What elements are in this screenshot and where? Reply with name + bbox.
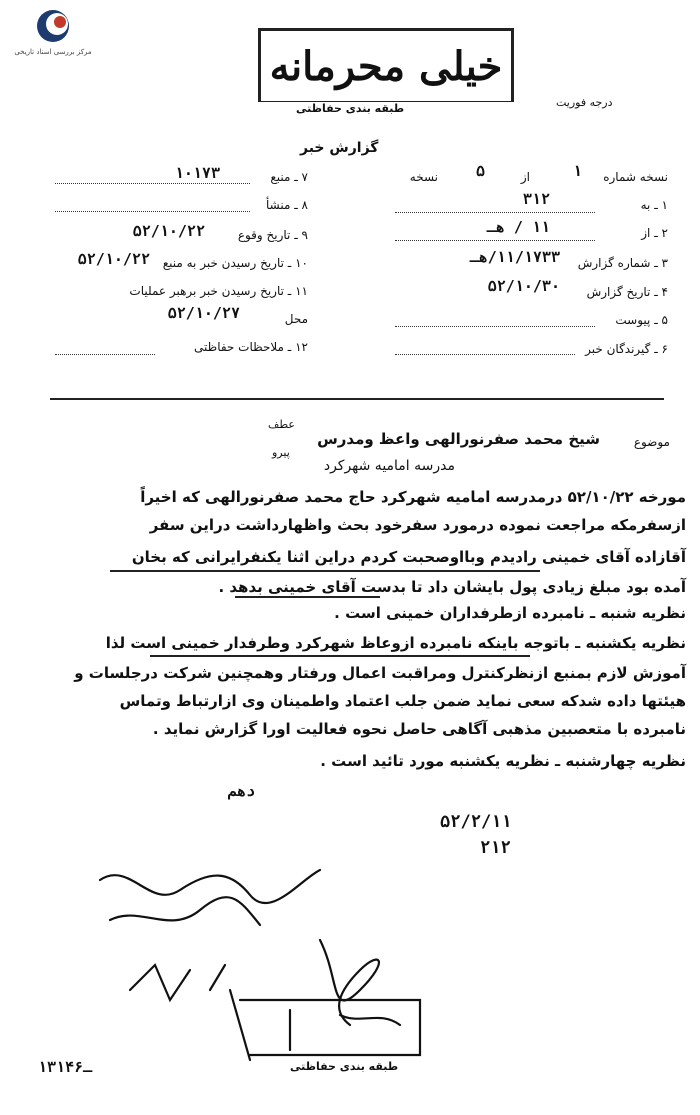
field-1-line [395, 212, 595, 213]
field-7-label: ۷ ـ منبع [270, 170, 308, 184]
copy-from-label: از [520, 170, 530, 184]
field-6-label: ۶ ـ گیرندگان خبر [585, 342, 668, 356]
field-7-line [55, 183, 250, 184]
copy-number-label: نسخه شماره [603, 170, 668, 184]
field-9-value: ۵۲/۱۰/۲۲ [132, 222, 205, 240]
field-11-label: ۱۱ ـ تاریخ رسیدن خبر برهبر عملیات [129, 284, 308, 298]
field-8-line [55, 211, 250, 212]
classification-label: طبقه بندی حفاظتی [296, 102, 405, 115]
body-line-1: مورخه ۵۲/۱۰/۲۲ درمدرسه امامیه شهرکرد حاج محمد صفرنورالهی که اخیراً [140, 488, 686, 506]
field-12-line [55, 354, 155, 355]
body-line-4: آمده بود مبلغ زیادی پول بایشان داد تا بدست آقای خمینی بدهد . [218, 578, 686, 596]
subject-insert-top: عطف [268, 418, 295, 431]
body-line-2: ازسفرمکه مراجعت نموده درمورد سفرخود بحث واظهارداشت دراین سفر [149, 516, 686, 534]
field-3-label: ۳ ـ شماره گزارش [577, 256, 668, 270]
field-4-label: ۴ ـ تاریخ گزارش [586, 285, 668, 299]
subject-insert-bottom: پیرو [272, 446, 290, 459]
body-line-7: آموزش لازم بمنبع ازنظرکنترل ومراقبت اعمال ورفتار وهمچنین شرکت درجلسات و [74, 664, 686, 682]
subject-text: شیخ محمد صفرنورالهی واعظ ومدرس [317, 430, 600, 448]
subject-label: موضوع [633, 435, 670, 449]
handwritten-signatures [60, 850, 480, 1080]
underline-3 [150, 655, 530, 657]
report-title: گزارش خبر [300, 140, 379, 156]
archive-logo [8, 6, 98, 62]
field-12-label: ۱۲ ـ ملاحظات حفاظتی [194, 340, 308, 354]
page-code: ۱۳۱ـ۴۶ [38, 1058, 93, 1076]
body-line-5: نظریه شنبه ـ نامبرده ازطرفداران خمینی است . [334, 604, 686, 622]
place-label: محل [284, 312, 308, 326]
field-7-value: ۱۰۱۷۳ [174, 164, 220, 182]
handwritten-date: ۵۲/۲/۱۱ [440, 812, 512, 832]
field-5-label: ۵ ـ پیوست [615, 313, 668, 327]
field-2-label: ۲ ـ از [641, 226, 668, 240]
archive-logo-caption: مرکز بررسی اسناد تاریخی [14, 48, 92, 56]
field-1-label: ۱ ـ به [640, 198, 668, 212]
body-line-6: نظریه یکشنبه ـ باتوجه باینکه نامبرده ازوعاظ شهرکرد وطرفدار خمینی است لذا [105, 634, 686, 652]
field-5-line [395, 326, 595, 327]
field-2-line [395, 240, 595, 241]
field-9-label: ۹ ـ تاریخ وقوع [237, 228, 308, 242]
field-8-label: ۸ ـ منشأ [265, 198, 308, 212]
footer-classification: طبقه بندی حفاظتی [290, 1060, 399, 1073]
urgency-label: درجه فوریت [556, 96, 613, 109]
body-line-8: هیئتها داده شدکه سعی نماید ضمن جلب اعتماد واطمینان وی ازارتباط وتماس [119, 692, 686, 710]
field-1-value: ۳۱۲ [522, 190, 550, 208]
field-11-value: ۵۲/۱۰/۲۷ [167, 304, 240, 322]
field-6-line [395, 354, 575, 355]
handwritten-number: ۲۱۲ [480, 838, 511, 858]
field-3-value: ۱۱/۱۷۳۳/هـ [469, 248, 560, 266]
field-10-value: ۵۲/۱۰/۲۲ [77, 250, 150, 268]
body-line-9: نامبرده با متعصبین مذهبی آگاهی حاصل نحوه فعالیت اورا گزارش نماید . [152, 720, 686, 738]
field-10-label: ۱۰ ـ تاریخ رسیدن خبر به منبع [162, 256, 308, 270]
field-2-value: ۱۱ / هـ [486, 218, 550, 236]
field-4-value: ۵۲/۱۰/۳۰ [487, 277, 560, 295]
archive-emblem-icon [8, 6, 98, 50]
section-divider [50, 398, 664, 400]
underline-2 [235, 596, 380, 598]
underline-1 [110, 570, 540, 572]
copy-total-label: نسخه [409, 170, 438, 184]
copy-number-value: ۱ [572, 162, 582, 180]
subject-line-2: مدرسه امامیه شهرکرد [323, 458, 455, 474]
top-secret-stamp: خیلی محرمانه [258, 28, 514, 102]
copy-total-value: ۵ [475, 162, 485, 180]
body-line-3: آقازاده آقای خمینی رادیدم وبااوصحبت کردم دراین اثنا یکنفرایرانی که بخان [131, 548, 686, 566]
handwritten-initial: دهم [228, 782, 256, 800]
body-line-10: نظریه چهارشنبه ـ نظریه یکشنبه مورد تائید است . [320, 752, 686, 770]
